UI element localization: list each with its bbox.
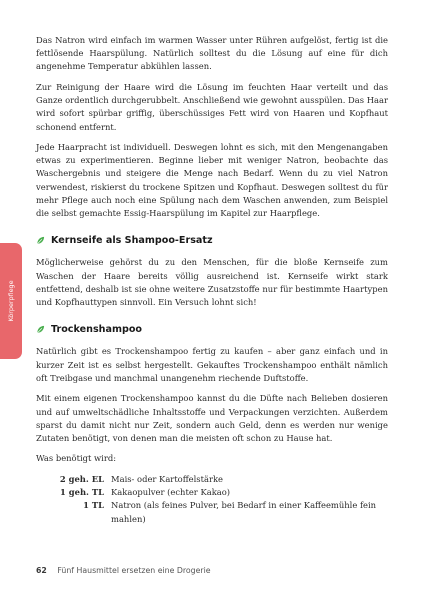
- section-heading-text: Trockenshampoo: [51, 324, 143, 336]
- ingredient-quantity: 1 TL: [83, 500, 104, 511]
- ingredient-name: Mais- oder Kartoffelstärke: [111, 473, 223, 484]
- paragraph: Jede Haarpracht ist individuell. Deswegen lohnt es sich, mit den Mengenangaben etwas zu experimentieren. Beginne lieber mit weniger Natron, beobachte das Waschergebnis und steigere die Menge nach Bedarf. Wenn du zu viel Natron verwendest, riskierst du trockene Spitzen und Kopfhaut. Deswegen solltest du für mehr Pflege auch noch eine Spülung nach dem Waschen anwenden, zum Beispiel die selbst gemachte Essig-Haarspülung im Kapitel zur Haarpflege.: [36, 142, 388, 219]
- section-heading-trockenshampoo: [36, 323, 388, 336]
- ingredient-name: Natron (als feines Pulver, bei Bedarf in einer Kaffeemühle fein mahlen): [111, 500, 377, 524]
- section-heading-kernseife: [36, 234, 388, 247]
- page-number: 62: [36, 566, 47, 575]
- paragraph: Das Natron wird einfach im warmen Wasser unter Rühren aufgelöst, fertig ist die fettlösende Haarspülung. Natürlich solltest du die Lösung auf eine für dich angenehme Temperatur abkühlen lassen.: [36, 35, 388, 72]
- ingredient-row: [36, 499, 388, 525]
- section-heading-text: Kernseife als Shampoo-Ersatz: [51, 235, 213, 247]
- ingredient-list: [36, 473, 388, 526]
- paragraph: Möglicherweise gehörst du zu den Menschen, für die bloße Kernseife zum Waschen der Haare bereits völlig ausreichend ist. Kernseife wirkt stark entfettend, deshalb ist sie ohne weitere Zusatzstoffe nur für bestimmte Haartypen und Kopfhauttypen sinnvoll. Ein Versuch lohnt sich!: [36, 257, 388, 308]
- ingredient-name: Kakaopulver (echter Kakao): [111, 487, 231, 498]
- paragraph: Natürlich gibt es Trockenshampoo fertig zu kaufen – aber ganz einfach und in kurzer Zeit ist es selbst hergestellt. Gekauftes Trockenshampoo enthält nämlich oft Treibgase und manchmal unangenehm riechende Duftstoffe.: [36, 346, 388, 383]
- page-body: [36, 34, 388, 526]
- ingredient-quantity: 2 geh. EL: [59, 473, 104, 484]
- leaf-icon: [36, 236, 45, 245]
- chapter-side-tab-label: Körperpflege: [7, 280, 15, 322]
- chapter-side-tab: [0, 243, 22, 359]
- ingredient-row: [36, 486, 388, 499]
- paragraph: Was benötigt wird:: [36, 453, 117, 464]
- ingredient-row: [36, 473, 388, 486]
- running-footer-title: Fünf Hausmittel ersetzen eine Drogerie: [57, 566, 211, 575]
- leaf-icon: [36, 325, 45, 334]
- page-footer: [36, 566, 211, 575]
- paragraph: Zur Reinigung der Haare wird die Lösung im feuchten Haar verteilt und das Ganze ordentlich durchgerubbelt. Anschließend wie gewohnt ausspülen. Das Haar wird sofort spürbar griffig, überschüssiges Fett wird von Haaren und Kopfhaut schonend entfernt.: [36, 81, 388, 132]
- ingredient-quantity: 1 geh. TL: [60, 487, 104, 498]
- paragraph: Mit einem eigenen Trockenshampoo kannst du die Düfte nach Belieben dosieren und auf umweltschädliche Inhaltsstoffe und Verpackungen verzichten. Außerdem sparst du damit nicht nur Zeit, sondern auch Geld, denn es werden nur wenige Zutaten benötigt, von denen man die meisten oft schon zu Hause hat.: [36, 393, 388, 443]
